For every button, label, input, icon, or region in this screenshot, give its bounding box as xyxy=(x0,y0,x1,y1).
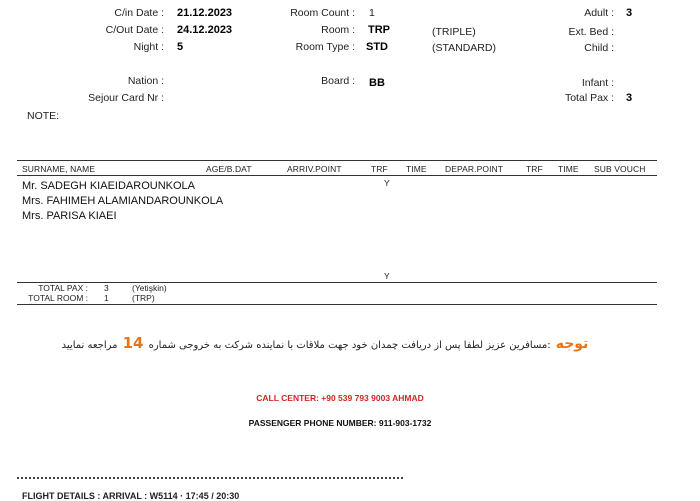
notice-text-before: :مسافرین عزیز لطفا پس از دریافت چمدان خود جهت ملاقات با نماینده شرکت به خروجی شماره xyxy=(148,340,551,351)
child-label: Child : xyxy=(584,42,614,54)
room-count-value: 1 xyxy=(369,7,375,19)
total-pax-footer-label: TOTAL PAX : xyxy=(38,283,88,293)
board-value: BB xyxy=(369,77,385,89)
col-arriv-point: ARRIV.POINT xyxy=(287,164,342,174)
total-room-footer-label: TOTAL ROOM : xyxy=(28,293,88,303)
table-header-rule xyxy=(17,175,657,176)
room-count-label: Room Count : xyxy=(290,7,355,19)
room-label: Room : xyxy=(321,24,355,36)
night-label: Night : xyxy=(133,41,164,53)
adult-label: Adult : xyxy=(584,7,614,19)
col-surname-name: SURNAME, NAME xyxy=(22,164,96,174)
guest-name-3: Mrs. PARISA KIAEI xyxy=(22,210,117,222)
total-pax-value: 3 xyxy=(626,92,633,104)
flight-details-line: FLIGHT DETAILS : ARRIVAL : W5114 · 17:45 / 20:30 xyxy=(22,491,240,501)
totals-top-rule xyxy=(17,282,657,283)
room-type-label: Room Type : xyxy=(295,41,355,53)
adult-value: 3 xyxy=(626,7,633,19)
notice-text-after: مراجعه نمایید xyxy=(61,340,118,351)
cin-date-label: C/in Date : xyxy=(114,7,164,19)
col-time-departure: TIME xyxy=(558,164,579,174)
col-age-bdat: AGE/B.DAT xyxy=(206,164,252,174)
dotted-separator xyxy=(17,477,403,479)
col-depar-point: DEPAR.POINT xyxy=(445,164,504,174)
cout-date-label: C/Out Date : xyxy=(105,24,164,36)
notice-title: توجه xyxy=(555,336,589,352)
night-value: 5 xyxy=(177,41,184,53)
call-center-line: CALL CENTER: +90 539 793 9003 AHMAD xyxy=(256,393,424,403)
guest-name-2: Mrs. FAHIMEH ALAMIANDAROUNKOLA xyxy=(22,195,224,207)
col-trf-arrival: TRF xyxy=(371,164,388,174)
total-room-footer-note: (TRP) xyxy=(132,293,155,303)
passenger-phone-line: PASSENGER PHONE NUMBER: 911-903-1732 xyxy=(248,418,432,428)
total-room-footer-value: 1 xyxy=(104,293,109,303)
nation-label: Nation : xyxy=(127,75,164,87)
table-top-rule xyxy=(17,160,657,161)
total-pax-footer-note: (Yetişkin) xyxy=(132,283,167,293)
guest-name-1: Mr. SADEGH KIAEIDAROUNKOLA xyxy=(22,180,195,192)
room-type-desc: (STANDARD) xyxy=(432,42,496,54)
total-pax-label: Total Pax : xyxy=(564,92,614,104)
ext-bed-label: Ext. Bed : xyxy=(568,26,614,38)
board-label: Board : xyxy=(321,75,355,87)
note-label: NOTE: xyxy=(27,110,60,122)
cout-date-value: 24.12.2023 xyxy=(177,24,233,36)
col-sub-vouch: SUB VOUCH xyxy=(594,164,646,174)
infant-label: Infant : xyxy=(581,77,614,89)
col-trf-departure: TRF xyxy=(526,164,543,174)
arrival-notice xyxy=(40,333,610,352)
trf-mark-bottom: Y xyxy=(384,271,390,281)
sejour-card-label: Sejour Card Nr : xyxy=(88,92,164,104)
trf-mark-top: Y xyxy=(384,178,390,188)
total-pax-footer-value: 3 xyxy=(104,283,109,293)
cin-date-value: 21.12.2023 xyxy=(177,7,233,19)
room-desc: (TRIPLE) xyxy=(432,26,476,38)
room-type-value: STD xyxy=(366,41,388,53)
room-value: TRP xyxy=(368,24,390,36)
exit-number: 14 xyxy=(122,334,144,352)
totals-bottom-rule xyxy=(17,304,657,305)
col-time-arrival: TIME xyxy=(406,164,427,174)
